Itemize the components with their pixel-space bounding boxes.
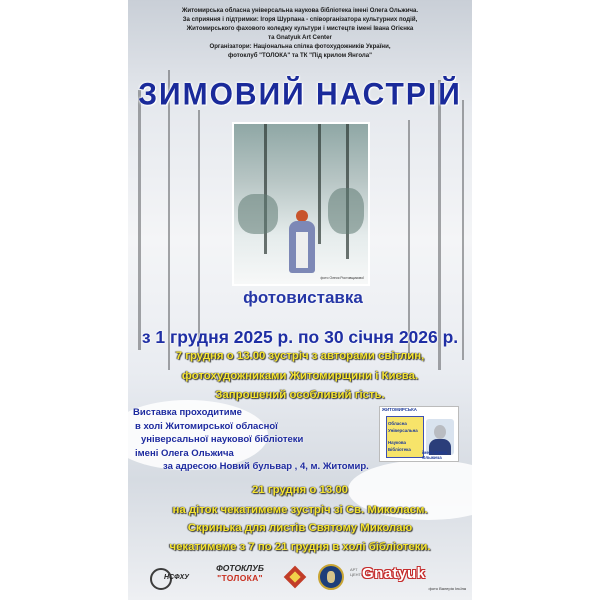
library-logo-arc: ЖИТОМИРСЬКА (382, 407, 417, 412)
background-tree (408, 120, 410, 360)
background-tree (462, 100, 464, 360)
library-logo-text: Бібліотека (388, 447, 411, 452)
nicholas-line: чекатимеме з 7 по 21 грудня в холі бібліотеки. (169, 541, 431, 553)
exhibition-label: фотовиставка (243, 288, 363, 307)
venue-info (133, 406, 373, 474)
gnatyuk-logo (362, 565, 438, 589)
nicholas-line: Скринька для листів Святому Миколаю (187, 522, 413, 534)
poster (128, 0, 472, 600)
photo-figure-apron (296, 232, 308, 268)
photo-credit: фото Олеся Ростовщикової (320, 276, 364, 280)
library-logo-text: Обласна (388, 421, 407, 426)
bottom-photo-credit: фото Валерія Ільїна (428, 586, 466, 591)
library-logo-text: Універсальна (388, 428, 418, 433)
library-logo-arc-bottom: імені Олега Ольжича (422, 450, 447, 460)
nicholas-date: 21 грудня о 13.00 (252, 484, 348, 496)
partner-logos (128, 561, 472, 595)
venue-line: універсальної наукової бібліотеки (141, 434, 304, 446)
nsfu-logo (148, 565, 196, 591)
portrait-face (434, 425, 446, 439)
toloka-logo-name: "ТОЛОКА" (217, 573, 263, 583)
venue-line: імені Олега Ольжича (135, 447, 234, 459)
header-line: Організатори: Національна спілка фотохудожників України, (209, 43, 391, 50)
exhibition-dates: з 1 грудня 2025 р. по 30 січня 2026 р. (141, 327, 459, 347)
header-line: За сприяння і підтримки: Ігоря Шурпана - співорганізатора культурних подій, (182, 16, 418, 23)
toloka-logo (212, 563, 268, 593)
college-emblem-icon (318, 564, 344, 590)
art-center-label: АРТ ЦЕНТР (350, 567, 364, 577)
ornament-logo-icon (282, 564, 308, 590)
emblem-inner (327, 571, 335, 583)
venue-line: в холі Житомирської обласної (135, 420, 278, 432)
nicholas-line: на діток чекатимеме зустріч зі Св. Миколаєм. (172, 504, 428, 516)
gnatyuk-logo-text: Gnatyuk (362, 565, 426, 582)
header-line: Житомирська обласна універсальна наукова бібліотека імені Олега Ольжича. (181, 7, 419, 14)
venue-address: за адресою Новий бульвар , 4, м. Житомир. (163, 461, 369, 473)
toloka-logo-line: ФОТОКЛУБ (216, 563, 264, 573)
meeting-line: фотохудожниками Житомирщини і Києва. (181, 370, 419, 382)
background-tree (168, 70, 170, 370)
poster-title: ЗИМОВИЙ НАСТРІЙ (138, 77, 462, 112)
header-line: та Gnatyuk Art Center (268, 34, 332, 41)
library-logo-text: Наукова (388, 440, 406, 445)
nsfu-logo-text: НСФХУ (164, 574, 189, 581)
library-logo (379, 406, 459, 462)
organizers-header (128, 6, 472, 60)
meeting-line: 7 грудня о 13.00 зустріч з авторами світлин, (175, 350, 425, 362)
exhibition-photo (232, 122, 370, 286)
background-tree (138, 90, 141, 350)
photo-bush (328, 188, 364, 234)
venue-line: Виставка проходитиме (133, 407, 242, 418)
header-line: фотоклуб "ТОЛОКА" та ТК "Під крилом Янгола" (227, 52, 373, 59)
header-line: Житомирського фахового коледжу культури і мистецтв імені Івана Огієнка (186, 25, 414, 32)
photo-bush (238, 194, 278, 234)
background-tree (198, 110, 200, 360)
meeting-line: Запрошений особливий гість. (215, 389, 385, 401)
photo-tree (318, 124, 321, 244)
photo-tree (264, 124, 267, 254)
